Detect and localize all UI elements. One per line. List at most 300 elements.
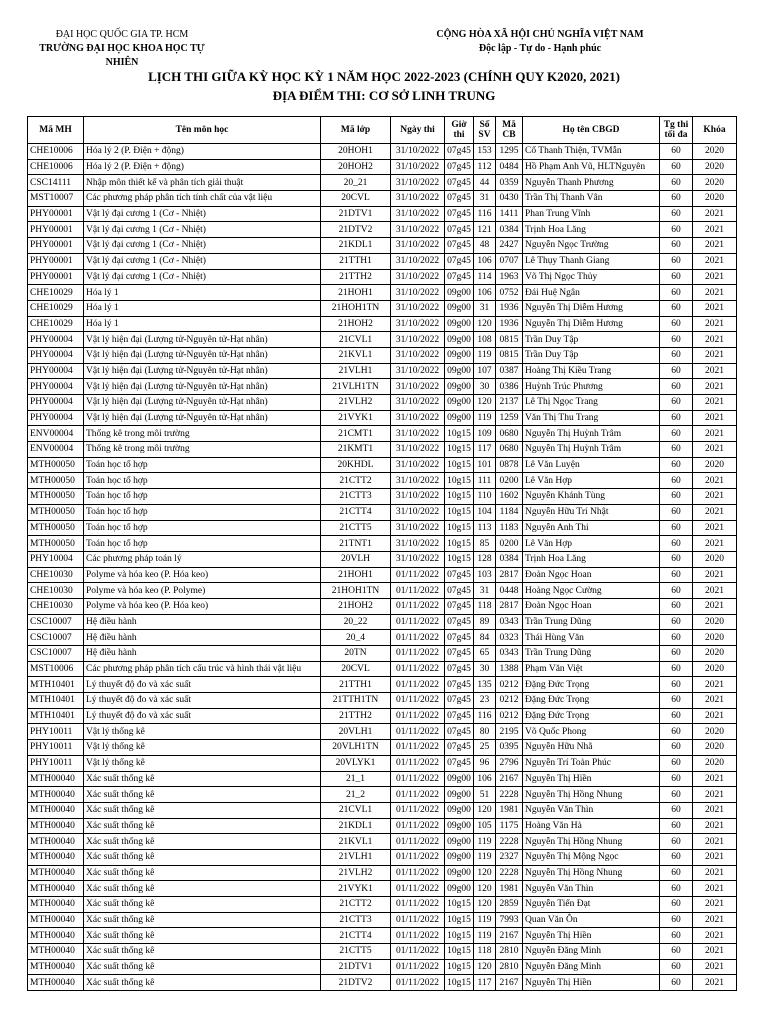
- table-cell: 113: [474, 520, 496, 536]
- table-cell: 2020: [693, 630, 737, 646]
- table-cell: 60: [660, 379, 693, 395]
- table-cell: 2167: [496, 771, 523, 787]
- table-cell: 07g45: [445, 614, 474, 630]
- table-cell: 07g45: [445, 755, 474, 771]
- table-cell: Hệ điều hành: [84, 646, 321, 662]
- table-cell: 120: [474, 881, 496, 897]
- table-cell: 2021: [693, 300, 737, 316]
- table-cell: 01/11/2022: [391, 646, 445, 662]
- table-cell: Trịnh Hoa Lăng: [523, 222, 660, 238]
- table-cell: 2021: [693, 504, 737, 520]
- table-row: [28, 363, 737, 379]
- table-cell: 60: [660, 347, 693, 363]
- table-cell: 10g15: [445, 944, 474, 960]
- table-cell: Thái Hùng Văn: [523, 630, 660, 646]
- table-cell: 60: [660, 928, 693, 944]
- table-cell: 21CVL1: [321, 802, 391, 818]
- table-cell: 23: [474, 693, 496, 709]
- table-cell: 2020: [693, 191, 737, 207]
- table-row: [28, 144, 737, 160]
- table-cell: 21DTV2: [321, 222, 391, 238]
- table-cell: MTH00040: [28, 865, 84, 881]
- table-cell: 21CTT5: [321, 520, 391, 536]
- table-cell: MTH00040: [28, 881, 84, 897]
- table-cell: Polyme và hóa keo (P. Hóa keo): [84, 598, 321, 614]
- table-cell: 60: [660, 881, 693, 897]
- table-cell: 2228: [496, 865, 523, 881]
- table-cell: Lý thuyết độ đo và xác suất: [84, 677, 321, 693]
- table-cell: 60: [660, 944, 693, 960]
- table-row: [28, 818, 737, 834]
- table-cell: Vật lý hiện đại (Lượng tử-Nguyên tử-Hạt nhân): [84, 395, 321, 411]
- table-cell: 2021: [693, 928, 737, 944]
- table-cell: CHE10029: [28, 300, 84, 316]
- table-cell: 07g45: [445, 253, 474, 269]
- table-cell: 10g15: [445, 975, 474, 991]
- table-cell: Vật lý hiện đại (Lượng tử-Nguyên tử-Hạt nhân): [84, 332, 321, 348]
- table-cell: CHE10029: [28, 285, 84, 301]
- table-cell: 21TTH1: [321, 677, 391, 693]
- table-cell: 31/10/2022: [391, 316, 445, 332]
- table-cell: 01/11/2022: [391, 865, 445, 881]
- table-cell: Lê Văn Hợp: [523, 536, 660, 552]
- table-cell: 0878: [496, 457, 523, 473]
- table-row: [28, 677, 737, 693]
- table-cell: 0384: [496, 222, 523, 238]
- table-cell: 21VYK1: [321, 881, 391, 897]
- table-cell: 21VYK1: [321, 410, 391, 426]
- table-cell: 01/11/2022: [391, 959, 445, 975]
- table-cell: Trần Duy Tập: [523, 332, 660, 348]
- table-cell: Toán học tổ hợp: [84, 536, 321, 552]
- table-cell: 60: [660, 457, 693, 473]
- table-cell: 09g00: [445, 802, 474, 818]
- table-cell: ENV00004: [28, 426, 84, 442]
- table-cell: 01/11/2022: [391, 693, 445, 709]
- table-cell: 01/11/2022: [391, 724, 445, 740]
- table-cell: 60: [660, 536, 693, 552]
- table-cell: 0200: [496, 473, 523, 489]
- table-row: [28, 598, 737, 614]
- table-cell: MTH00040: [28, 818, 84, 834]
- table-cell: Cổ Thanh Thiện, TVMẫn: [523, 144, 660, 160]
- table-cell: 60: [660, 724, 693, 740]
- document-title: LỊCH THI GIỮA KỲ HỌC KỲ 1 NĂM HỌC 2022-2023 (CHÍNH QUY K2020, 2021): [148, 69, 620, 84]
- table-cell: 01/11/2022: [391, 975, 445, 991]
- table-cell: 0752: [496, 285, 523, 301]
- table-cell: 153: [474, 144, 496, 160]
- table-cell: 60: [660, 504, 693, 520]
- table-cell: 114: [474, 269, 496, 285]
- table-row: [28, 959, 737, 975]
- table-cell: 60: [660, 598, 693, 614]
- table-row: [28, 865, 737, 881]
- table-cell: 80: [474, 724, 496, 740]
- table-cell: 20_4: [321, 630, 391, 646]
- table-cell: MTH00050: [28, 473, 84, 489]
- table-cell: 10g15: [445, 520, 474, 536]
- table-cell: Đái Huệ Ngân: [523, 285, 660, 301]
- table-row: [28, 504, 737, 520]
- table-row: [28, 693, 737, 709]
- table-cell: 0815: [496, 332, 523, 348]
- table-cell: 110: [474, 489, 496, 505]
- table-cell: 31/10/2022: [391, 159, 445, 175]
- table-cell: 20VLH: [321, 551, 391, 567]
- table-cell: 07g45: [445, 269, 474, 285]
- table-cell: 21KMT1: [321, 442, 391, 458]
- table-cell: 60: [660, 630, 693, 646]
- table-cell: 2021: [693, 802, 737, 818]
- table-cell: 2021: [693, 442, 737, 458]
- table-cell: MTH00040: [28, 787, 84, 803]
- table-cell: MTH00040: [28, 834, 84, 850]
- table-cell: 01/11/2022: [391, 944, 445, 960]
- table-cell: 60: [660, 677, 693, 693]
- table-row: [28, 802, 737, 818]
- table-cell: 31/10/2022: [391, 238, 445, 254]
- table-cell: 07g45: [445, 159, 474, 175]
- table-cell: 09g00: [445, 865, 474, 881]
- table-cell: Xác suất thống kê: [84, 928, 321, 944]
- table-cell: Toán học tổ hợp: [84, 520, 321, 536]
- table-cell: 2021: [693, 567, 737, 583]
- table-cell: 103: [474, 567, 496, 583]
- table-cell: 01/11/2022: [391, 912, 445, 928]
- table-cell: 2859: [496, 897, 523, 913]
- table-cell: 2021: [693, 834, 737, 850]
- table-cell: 1981: [496, 881, 523, 897]
- table-cell: 21HOH1: [321, 285, 391, 301]
- table-cell: Nguyễn Khánh Tùng: [523, 489, 660, 505]
- table-cell: 07g45: [445, 630, 474, 646]
- table-cell: 60: [660, 802, 693, 818]
- column-header: Mã CB: [496, 117, 523, 144]
- table-cell: Nguyễn Thị Hiền: [523, 975, 660, 991]
- table-row: [28, 583, 737, 599]
- table-cell: 31/10/2022: [391, 191, 445, 207]
- table-cell: 20VLH1: [321, 724, 391, 740]
- table-cell: 20HOH2: [321, 159, 391, 175]
- column-header: Ngày thi: [391, 117, 445, 144]
- table-cell: 09g00: [445, 410, 474, 426]
- table-cell: Nguyễn Hữu Nhã: [523, 740, 660, 756]
- table-cell: MTH00040: [28, 897, 84, 913]
- column-header: Tg thi tối đa: [660, 117, 693, 144]
- table-cell: Vật lý thống kê: [84, 724, 321, 740]
- table-cell: 21TTH2: [321, 708, 391, 724]
- table-cell: 09g00: [445, 332, 474, 348]
- table-cell: 01/11/2022: [391, 771, 445, 787]
- table-cell: Nguyễn Đăng Minh: [523, 944, 660, 960]
- table-cell: 108: [474, 332, 496, 348]
- table-cell: Nguyễn Anh Thi: [523, 520, 660, 536]
- table-cell: 119: [474, 410, 496, 426]
- table-cell: 09g00: [445, 834, 474, 850]
- table-cell: Lê Thụy Thanh Giang: [523, 253, 660, 269]
- table-cell: 1963: [496, 269, 523, 285]
- table-cell: 60: [660, 332, 693, 348]
- table-cell: Xác suất thống kê: [84, 944, 321, 960]
- table-cell: 21TTH2: [321, 269, 391, 285]
- table-cell: 48: [474, 238, 496, 254]
- table-row: [28, 379, 737, 395]
- table-cell: 118: [474, 944, 496, 960]
- table-cell: 0395: [496, 740, 523, 756]
- table-cell: CHE10029: [28, 316, 84, 332]
- table-cell: 2020: [693, 614, 737, 630]
- table-cell: 2021: [693, 865, 737, 881]
- university-name: ĐẠI HỌC QUỐC GIA TP. HCM: [55, 29, 189, 40]
- table-cell: Hóa lý 1: [84, 300, 321, 316]
- table-cell: 07g45: [445, 598, 474, 614]
- table-cell: 60: [660, 787, 693, 803]
- table-cell: 60: [660, 708, 693, 724]
- table-cell: MTH00050: [28, 457, 84, 473]
- table-cell: Nguyễn Thị Mộng Ngọc: [523, 849, 660, 865]
- table-cell: 60: [660, 959, 693, 975]
- table-cell: 10g15: [445, 959, 474, 975]
- table-cell: Lê Thị Ngọc Trang: [523, 395, 660, 411]
- table-cell: PHY10011: [28, 755, 84, 771]
- table-cell: 07g45: [445, 693, 474, 709]
- table-cell: 2021: [693, 238, 737, 254]
- table-cell: 2021: [693, 787, 737, 803]
- table-cell: PHY10004: [28, 551, 84, 567]
- table-cell: 2021: [693, 975, 737, 991]
- table-cell: 31/10/2022: [391, 473, 445, 489]
- table-cell: 101: [474, 457, 496, 473]
- table-cell: 2021: [693, 222, 737, 238]
- table-cell: 21VLH1: [321, 363, 391, 379]
- table-cell: 21_1: [321, 771, 391, 787]
- table-cell: Nguyễn Văn Thìn: [523, 802, 660, 818]
- table-cell: 60: [660, 363, 693, 379]
- table-cell: 31/10/2022: [391, 253, 445, 269]
- table-cell: 21_2: [321, 787, 391, 803]
- table-cell: 60: [660, 849, 693, 865]
- column-header: Số SV: [474, 117, 496, 144]
- table-cell: 51: [474, 787, 496, 803]
- table-cell: 2427: [496, 238, 523, 254]
- table-cell: Thống kê trong môi trường: [84, 442, 321, 458]
- table-cell: 117: [474, 442, 496, 458]
- table-cell: 21CTT2: [321, 473, 391, 489]
- table-row: [28, 395, 737, 411]
- table-cell: 31: [474, 300, 496, 316]
- table-cell: 60: [660, 253, 693, 269]
- header-left: [22, 28, 222, 70]
- table-cell: 0680: [496, 442, 523, 458]
- table-cell: 0212: [496, 693, 523, 709]
- table-cell: 25: [474, 740, 496, 756]
- table-cell: 01/11/2022: [391, 740, 445, 756]
- table-row: [28, 567, 737, 583]
- table-cell: PHY00001: [28, 253, 84, 269]
- table-cell: 89: [474, 614, 496, 630]
- table-row: [28, 912, 737, 928]
- table-cell: 2021: [693, 316, 737, 332]
- table-cell: Trần Duy Tập: [523, 347, 660, 363]
- table-row: [28, 975, 737, 991]
- table-cell: Vật lý thống kê: [84, 755, 321, 771]
- table-cell: 2021: [693, 473, 737, 489]
- table-row: [28, 787, 737, 803]
- table-cell: Xác suất thống kê: [84, 959, 321, 975]
- table-cell: Đặng Đức Trọng: [523, 677, 660, 693]
- table-cell: 119: [474, 347, 496, 363]
- table-cell: 31/10/2022: [391, 520, 445, 536]
- table-cell: Vật lý đại cương 1 (Cơ - Nhiệt): [84, 206, 321, 222]
- table-cell: 2021: [693, 944, 737, 960]
- table-row: [28, 426, 737, 442]
- table-cell: Thống kê trong môi trường: [84, 426, 321, 442]
- table-cell: 21CTT4: [321, 504, 391, 520]
- column-header: Khóa: [693, 117, 737, 144]
- table-cell: 31/10/2022: [391, 363, 445, 379]
- table-cell: 7993: [496, 912, 523, 928]
- table-cell: 0680: [496, 426, 523, 442]
- table-cell: 60: [660, 175, 693, 191]
- table-cell: 01/11/2022: [391, 818, 445, 834]
- table-cell: 01/11/2022: [391, 583, 445, 599]
- table-row: [28, 708, 737, 724]
- table-cell: 2021: [693, 206, 737, 222]
- table-cell: 2817: [496, 567, 523, 583]
- table-cell: 60: [660, 520, 693, 536]
- table-cell: 0387: [496, 363, 523, 379]
- table-cell: MST10007: [28, 191, 84, 207]
- table-cell: Nguyễn Đăng Minh: [523, 959, 660, 975]
- table-cell: 135: [474, 677, 496, 693]
- table-cell: 09g00: [445, 347, 474, 363]
- table-row: [28, 442, 737, 458]
- table-cell: Quan Văn Ôn: [523, 912, 660, 928]
- table-cell: CHE10030: [28, 598, 84, 614]
- table-cell: 30: [474, 379, 496, 395]
- table-cell: 105: [474, 818, 496, 834]
- table-row: [28, 661, 737, 677]
- table-cell: 2020: [693, 646, 737, 662]
- table-cell: 60: [660, 316, 693, 332]
- table-cell: 21CTT3: [321, 489, 391, 505]
- table-cell: 07g45: [445, 206, 474, 222]
- table-cell: 10g15: [445, 897, 474, 913]
- table-cell: 09g00: [445, 363, 474, 379]
- table-cell: Xác suất thống kê: [84, 975, 321, 991]
- table-cell: 1411: [496, 206, 523, 222]
- table-cell: 21DTV2: [321, 975, 391, 991]
- table-cell: 07g45: [445, 661, 474, 677]
- table-cell: 01/11/2022: [391, 630, 445, 646]
- table-cell: 21CTT3: [321, 912, 391, 928]
- table-cell: 0359: [496, 175, 523, 191]
- table-cell: 44: [474, 175, 496, 191]
- table-cell: MTH00050: [28, 520, 84, 536]
- table-cell: 21VLH1: [321, 849, 391, 865]
- column-header: Tên môn học: [84, 117, 321, 144]
- table-cell: 31/10/2022: [391, 457, 445, 473]
- table-cell: 31/10/2022: [391, 426, 445, 442]
- table-cell: 2796: [496, 755, 523, 771]
- table-cell: Hóa lý 2 (P. Điện + động): [84, 159, 321, 175]
- table-cell: Xác suất thống kê: [84, 771, 321, 787]
- table-cell: 2020: [693, 551, 737, 567]
- table-cell: 31/10/2022: [391, 442, 445, 458]
- table-cell: Trần Trung Dũng: [523, 646, 660, 662]
- table-cell: Nguyễn Thị Hiền: [523, 928, 660, 944]
- table-cell: MTH00040: [28, 802, 84, 818]
- table-cell: 20_21: [321, 175, 391, 191]
- table-cell: Toán học tổ hợp: [84, 489, 321, 505]
- table-cell: 20VLH1TN: [321, 740, 391, 756]
- table-cell: Nguyễn Thị Hồng Nhung: [523, 865, 660, 881]
- table-cell: 118: [474, 598, 496, 614]
- table-cell: 120: [474, 897, 496, 913]
- table-cell: Võ Thị Ngọc Thủy: [523, 269, 660, 285]
- table-cell: 111: [474, 473, 496, 489]
- table-cell: 10g15: [445, 426, 474, 442]
- table-cell: 0448: [496, 583, 523, 599]
- table-cell: 119: [474, 928, 496, 944]
- table-cell: 60: [660, 755, 693, 771]
- table-cell: Phạm Văn Việt: [523, 661, 660, 677]
- table-cell: 84: [474, 630, 496, 646]
- table-cell: Xác suất thống kê: [84, 849, 321, 865]
- table-cell: 09g00: [445, 818, 474, 834]
- table-cell: 21KVL1: [321, 834, 391, 850]
- table-cell: 01/11/2022: [391, 787, 445, 803]
- header-right: [400, 28, 680, 56]
- table-cell: 07g45: [445, 740, 474, 756]
- table-cell: Nguyễn Thị Hồng Nhung: [523, 834, 660, 850]
- table-cell: PHY00001: [28, 222, 84, 238]
- table-cell: 01/11/2022: [391, 661, 445, 677]
- table-cell: Nguyễn Thị Huỳnh Trâm: [523, 442, 660, 458]
- table-cell: CSC10007: [28, 614, 84, 630]
- table-cell: 09g00: [445, 379, 474, 395]
- table-cell: 09g00: [445, 787, 474, 803]
- table-cell: 21KVL1: [321, 347, 391, 363]
- table-cell: Lý thuyết độ đo và xác suất: [84, 693, 321, 709]
- table-cell: 2020: [693, 661, 737, 677]
- table-cell: 60: [660, 269, 693, 285]
- country-name: CỘNG HÒA XÃ HỘI CHỦ NGHĨA VIỆT NAM: [436, 29, 644, 40]
- table-cell: Lê Văn Luyện: [523, 457, 660, 473]
- table-cell: 2021: [693, 693, 737, 709]
- table-cell: 21KDL1: [321, 818, 391, 834]
- table-cell: CHE10030: [28, 583, 84, 599]
- table-row: [28, 457, 737, 473]
- table-cell: MTH00050: [28, 504, 84, 520]
- table-cell: 60: [660, 442, 693, 458]
- table-cell: 31/10/2022: [391, 379, 445, 395]
- table-row: [28, 159, 737, 175]
- table-cell: Nhập môn thiết kế và phân tích giải thuật: [84, 175, 321, 191]
- column-header: Mã MH: [28, 117, 84, 144]
- table-cell: PHY10011: [28, 740, 84, 756]
- table-cell: MTH00040: [28, 928, 84, 944]
- table-cell: Các phương pháp phân tích tính chất của vật liệu: [84, 191, 321, 207]
- table-cell: 07g45: [445, 724, 474, 740]
- motto: Độc lập - Tự do - Hạnh phúc: [478, 43, 602, 54]
- table-cell: 1981: [496, 802, 523, 818]
- table-cell: Huỳnh Trúc Phương: [523, 379, 660, 395]
- table-cell: PHY00004: [28, 363, 84, 379]
- table-cell: MTH00040: [28, 959, 84, 975]
- table-cell: 128: [474, 551, 496, 567]
- table-cell: MTH00040: [28, 849, 84, 865]
